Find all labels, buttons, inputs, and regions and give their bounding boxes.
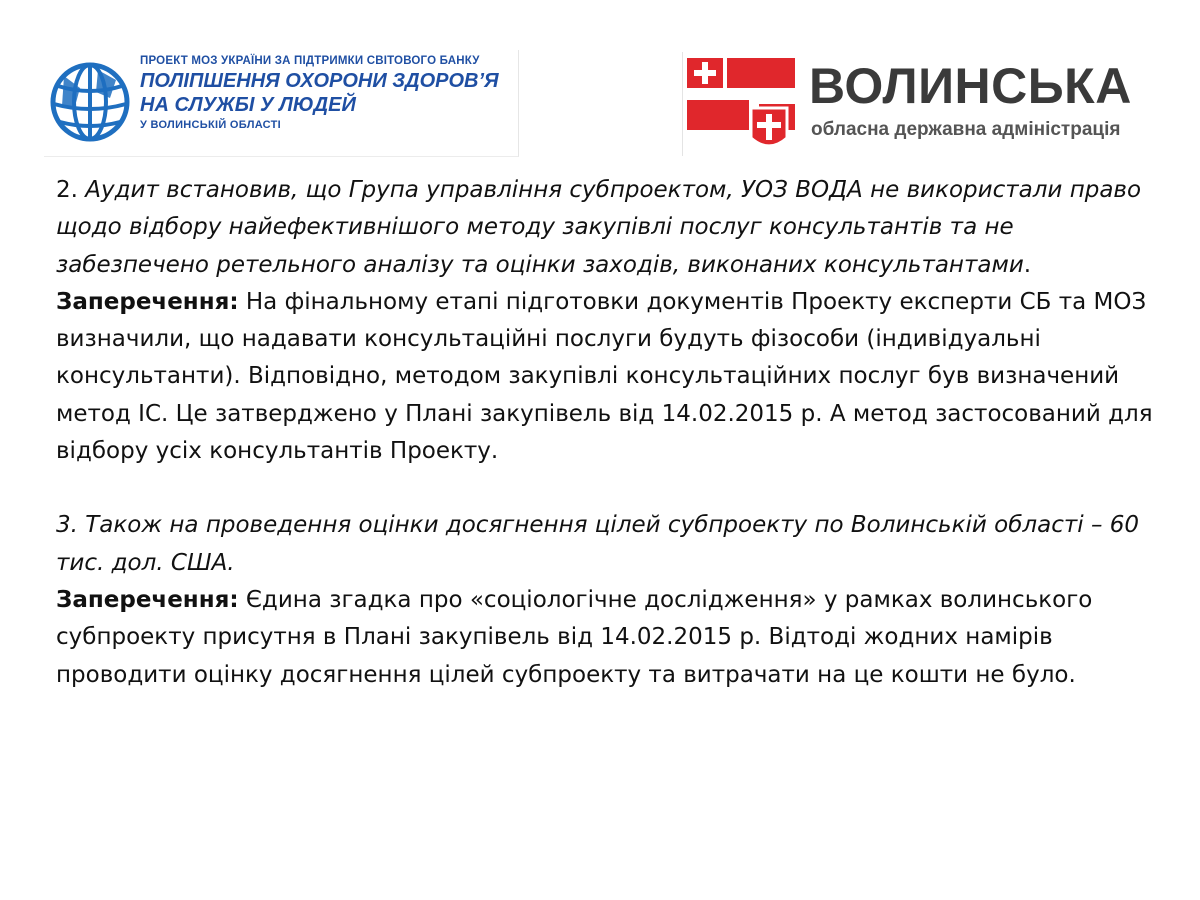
item-2-claim-text: Аудит встановив, що Група управління субпроектом, УОЗ ВОДА не використали право щодо відбору найефективнішого методу закупівлі послуг консультантів та не забезпечено ретельного аналізу та оцінки заходів, виконаних консультантами	[56, 177, 1142, 278]
administration-banner	[682, 52, 1157, 156]
project-supporter-line: ПРОЕКТ МОЗ УКРАЇНИ ЗА ПІДТРИМКИ СВІТОВОГО БАНКУ	[140, 55, 480, 67]
item-2-claim	[56, 172, 1156, 284]
item-3-objection	[56, 582, 1156, 694]
item-2-objection-text: На фінальному етапі підготовки документів Проекту експерти СБ та МОЗ визначили, що надавати консультаційні послуги будуть фізособи (індивідуальні консультанти). Відповідно, методом закупівлі консультаційних послуг був визначений метод ІС. Це затверджено у Плані закупівель від 14.02.2015 р. А метод застосований для відбору усіх консультантів Проекту.	[56, 288, 1153, 465]
item-3-objection-label: Заперечення:	[56, 586, 239, 613]
project-title-line-2: НА СЛУЖБІ У ЛЮДЕЙ	[140, 94, 356, 116]
flag-cross-icon	[687, 58, 795, 154]
paragraph-spacer	[56, 470, 1156, 507]
administration-title: ВОЛИНСЬКА	[809, 58, 1132, 114]
item-2-number: 2.	[56, 177, 86, 203]
item-3-objection-text: Єдина згадка про «соціологічне дослідження» у рамках волинського субпроекту присутня в Плані закупівель від 14.02.2015 р. Відтоді жодних намірів проводити оцінку досягнення цілей субпроекту та витрачати на це кошти не було.	[56, 586, 1093, 688]
project-title-line-1: ПОЛІПШЕННЯ ОХОРОНИ ЗДОРОВ’Я	[140, 70, 499, 92]
item-2-objection	[56, 284, 1156, 470]
project-banner	[44, 50, 519, 157]
document-body	[56, 172, 1156, 694]
globe-icon	[50, 62, 130, 142]
project-region-line: У ВОЛИНСЬКІЙ ОБЛАСТІ	[140, 119, 282, 131]
item-3-claim: 3. Також на проведення оцінки досягнення цілей субпроекту по Волинській області – 60 тис. дол. США.	[56, 512, 1140, 576]
project-banner-text	[140, 54, 516, 133]
administration-subtitle: обласна державна адміністрація	[811, 119, 1121, 140]
item-2-claim-end: .	[1023, 251, 1032, 278]
item-2-objection-label: Заперечення:	[56, 288, 239, 315]
